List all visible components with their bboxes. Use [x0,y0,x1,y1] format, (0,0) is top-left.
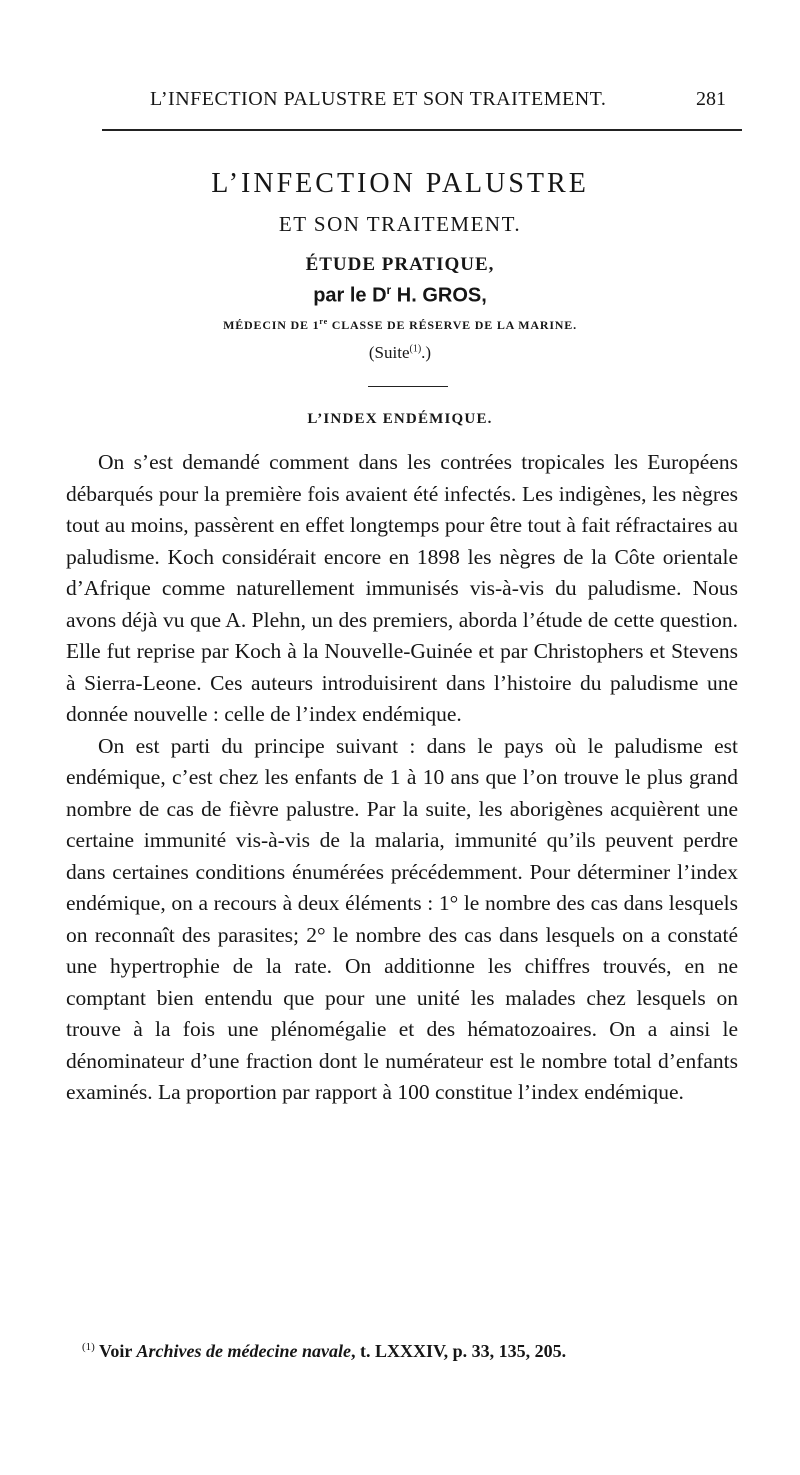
author-prefix: par le D [313,284,387,307]
suite-note [60,343,740,363]
suite-footnote-mark: (1) [409,343,422,355]
footnote-source: Archives de médecine navale [136,1341,351,1361]
header-rule [102,129,742,131]
author-line [60,283,740,308]
footnote-rest: , t. LXXXIV, p. 33, 135, 205. [350,1341,567,1361]
running-header: L’INFECTION PALUSTRE ET SON TRAITEMENT. [150,88,607,110]
section-title: L’INDEX ENDÉMIQUE. [307,411,493,427]
footnote-lead: Voir [94,1341,137,1361]
suite-text: (Suite [368,343,410,362]
position-part1: MÉDECIN DE 1 [223,318,320,332]
footnote [82,1341,742,1362]
section-divider [368,386,448,387]
author-name: H. GROS, [391,284,487,307]
article-title-line2: ET SON TRAITEMENT. [278,212,522,236]
position-part2: CLASSE DE RÉSERVE DE LA MARINE. [327,318,577,332]
position-sup: re [319,317,328,326]
article-subtitle: ÉTUDE PRATIQUE, [305,254,495,275]
author-position [60,317,740,333]
author-prefix-sup: r [386,283,392,297]
body-text [66,447,738,1109]
page-number: 281 [696,88,726,110]
article-title-line1: L’INFECTION PALUSTRE [211,168,589,199]
paragraph-2: On est parti du principe suivant : dans le pays où le paludisme est endémique, c’est chez les enfants de 1 à 10 ans que l’on trouve le plus grand nombre de cas de fièvre palustre. Par la suite, les aborigènes acquièrent une certaine immunité vis-à-vis de la malaria, immunité qu’ils peuvent perdre dans certaines conditions énumérées précédemment. Pour déterminer l’index endémique, on a recours à deux éléments : 1° le nombre des cas dans lesquels on reconnaît des parasites; 2° le nombre des cas dans lesquels on a constaté une hypertrophie de la rate. On additionne les chiffres trouvés, en ne comptant bien entendu que pour une unité les malades chez lesquels on trouve à la fois une plénomégalie et des hématozoaires. On a ainsi le dénominateur d’une fraction dont le numérateur est le nombre total d’enfants examinés. La proportion par rapport à 100 constitue l’index endémique. [66,733,738,1104]
paragraph-1: On s’est demandé comment dans les contrées tropicales les Européens débarqués pour la première fois avaient été infectés. Les indigènes, les nègres tout au moins, passèrent en effet longtemps pour être tout à fait réfractaires au paludisme. Koch considérait encore en 1898 les nègres de la Côte orientale d’Afrique comme naturellement immunisés vis-à-vis du paludisme. Nous avons déjà vu que A. Plehn, un des premiers, aborda l’étude de cette question. Elle fut reprise par Koch à la Nouvelle-Guinée et par Christophers et Stevens à Sierra-Leone. Ces auteurs introduisirent dans l’histoire du paludisme une donnée nouvelle : celle de l’index endémique. [66,450,738,726]
footnote-mark: (1) [82,1341,95,1353]
suite-close: .) [421,343,432,362]
